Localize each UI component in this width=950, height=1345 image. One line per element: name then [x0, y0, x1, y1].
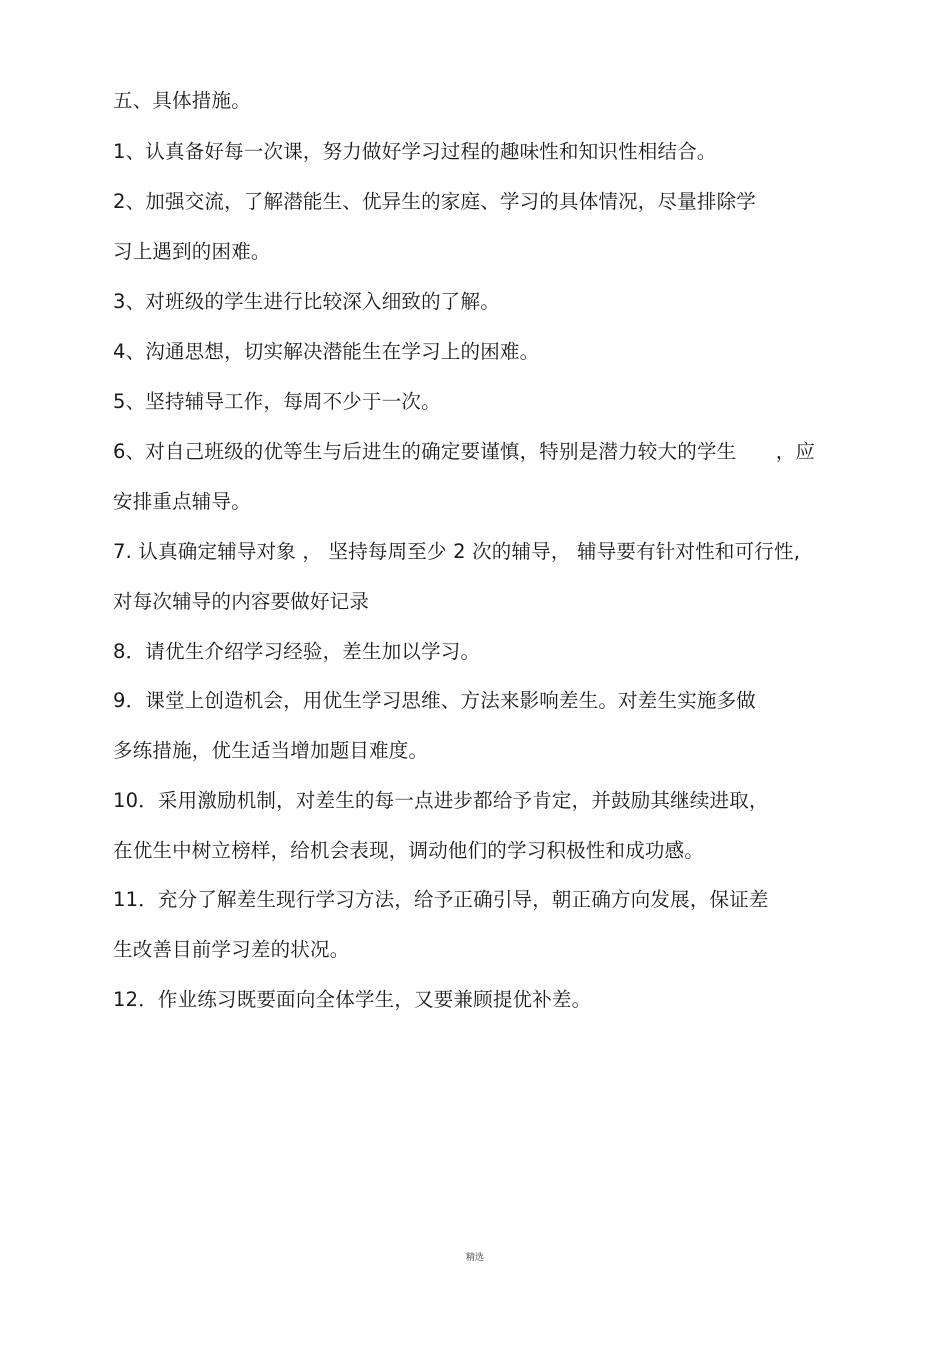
- measure-item-9-continued: 多练措施，优生适当增加题目难度。: [113, 739, 429, 762]
- measure-item-6: 6、对自己班级的优等生与后进生的确定要谨慎，特别是潜力较大的学生 ，应: [113, 440, 816, 463]
- measure-item-3: 3、对班级的学生进行比较深入细致的了解。: [113, 290, 500, 313]
- measure-item-9: 9．课堂上创造机会，用优生学习思维、方法来影响差生。对差生实施多做: [113, 689, 757, 712]
- measure-item-7-continued: 对每次辅导的内容要做好记录: [113, 590, 370, 613]
- page-footer-label: 精选: [465, 1253, 484, 1263]
- measure-item-2-continued: 习上遇到的困难。: [113, 240, 271, 263]
- measure-item-7: 7. 认真确定辅导对象 ， 坚持每周至少 2 次的辅导， 辅导要有针对性和可行性,: [113, 540, 801, 563]
- measure-item-11: 11．充分了解差生现行学习方法，给予正确引导，朝正确方向发展，保证差: [113, 888, 769, 911]
- measure-item-6-continued: 安排重点辅导。: [113, 490, 251, 513]
- measure-item-10-continued: 在优生中树立榜样，给机会表现，调动他们的学习积极性和成功感。: [113, 839, 705, 862]
- measure-item-11-continued: 生改善目前学习差的状况。: [113, 938, 350, 961]
- measure-item-5: 5、坚持辅导工作，每周不少于一次。: [113, 390, 441, 413]
- measure-item-12: 12．作业练习既要面向全体学生，又要兼顾提优补差。: [113, 988, 592, 1011]
- measure-item-1: 1、认真备好每一次课，努力做好学习过程的趣味性和知识性相结合。: [113, 140, 717, 163]
- section-heading: 五、具体措施。: [113, 89, 251, 112]
- measure-item-2: 2、加强交流，了解潜能生、优异生的家庭、学习的具体情况，尽量排除学: [113, 190, 757, 213]
- measure-item-8: 8．请优生介绍学习经验，差生加以学习。: [113, 640, 481, 663]
- measure-item-4: 4、沟通思想，切实解决潜能生在学习上的困难。: [113, 340, 540, 363]
- measure-item-10: 10．采用激励机制，对差生的每一点进步都给予肯定，并鼓励其继续进取，: [113, 789, 769, 812]
